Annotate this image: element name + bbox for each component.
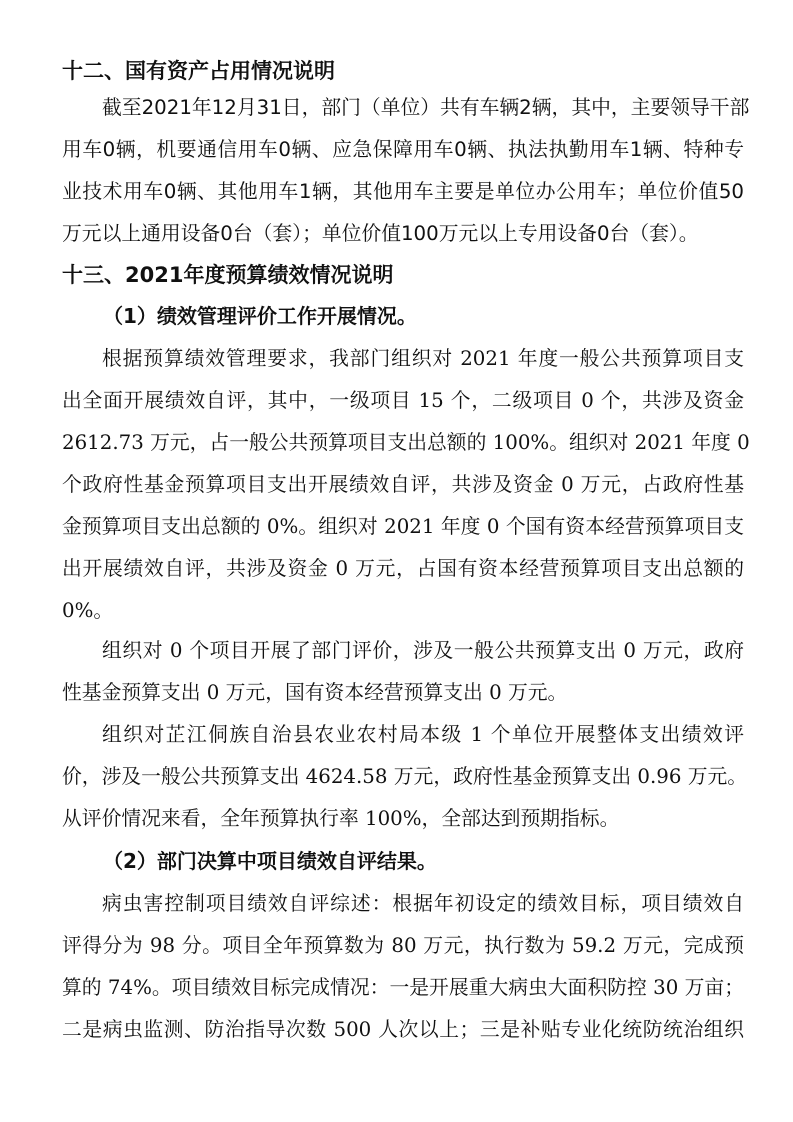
text-line: 根据预算绩效管理要求，我部门组织对 2021 年度一般公共预算项目支 xyxy=(102,347,744,370)
paragraph-department-evaluation xyxy=(62,630,744,714)
text-line: 用车0辆，机要通信用车0辆、应急保障用车0辆、执法执勤用车1辆、特种专 xyxy=(62,138,744,161)
text-line: 金预算项目支出总额的 0%。组织对 2021 年度 0 个国有资本经营预算项目支 xyxy=(62,515,744,538)
text-line: 性基金预算支出 0 万元，国有资本经营预算支出 0 万元。 xyxy=(62,681,568,704)
text-line: 业技术用车0辆、其他用车1辆，其他用车主要是单位办公用车；单位价值50 xyxy=(62,180,744,203)
text-line: 0%。 xyxy=(62,599,114,622)
text-line: 组织对芷江侗族自治县农业农村局本级 1 个单位开展整体支出绩效评 xyxy=(102,723,744,746)
section-heading-12: 十二、国有资产占用情况说明 xyxy=(62,59,335,83)
subheading-project-results: （2）部门决算中项目绩效自评结果。 xyxy=(103,849,437,873)
text-line: 组织对 0 个项目开展了部门评价，涉及一般公共预算支出 0 万元，政府 xyxy=(102,639,744,662)
text-line: 从评价情况来看，全年预算执行率 100%，全部达到预期指标。 xyxy=(62,807,620,830)
subheading-evaluation-work: （1）绩效管理评价工作开展情况。 xyxy=(103,304,417,328)
text-line: 病虫害控制项目绩效自评综述：根据年初设定的绩效目标，项目绩效自 xyxy=(102,892,744,915)
text-line: 万元以上通用设备0台（套）；单位价值100万元以上专用设备0台（套）。 xyxy=(62,222,699,245)
paragraph-self-evaluation xyxy=(62,338,750,632)
paragraph-overall-evaluation xyxy=(62,714,748,840)
text-line: 截至2021年12月31日，部门（单位）共有车辆2辆，其中，主要领导干部 xyxy=(102,96,750,119)
text-line: 个政府性基金预算项目支出开展绩效自评，共涉及资金 0 万元，占政府性基 xyxy=(62,473,744,496)
section-heading-13: 十三、2021年度预算绩效情况说明 xyxy=(62,263,394,287)
text-line: 算的 74%。项目绩效目标完成情况：一是开展重大病虫大面积防控 30 万亩； xyxy=(62,976,744,999)
paragraph-pest-control-project xyxy=(62,883,744,1051)
text-line: 评得分为 98 分。项目全年预算数为 80 万元，执行数为 59.2 万元，完成预 xyxy=(62,934,744,957)
text-line: 出开展绩效自评，共涉及资金 0 万元，占国有资本经营预算项目支出总额的 xyxy=(62,557,744,580)
paragraph-asset-usage xyxy=(62,87,750,255)
text-line: 2612.73 万元，占一般公共预算项目支出总额的 100%。组织对 2021 年度 0 xyxy=(62,431,750,454)
text-line: 价，涉及一般公共预算支出 4624.58 万元，政府性基金预算支出 0.96 万元。 xyxy=(62,765,748,788)
text-line: 二是病虫监测、防治指导次数 500 人次以上；三是补贴专业化统防统治组织 xyxy=(62,1018,744,1041)
text-line: 出全面开展绩效自评，其中，一级项目 15 个，二级项目 0 个，共涉及资金 xyxy=(62,389,744,412)
